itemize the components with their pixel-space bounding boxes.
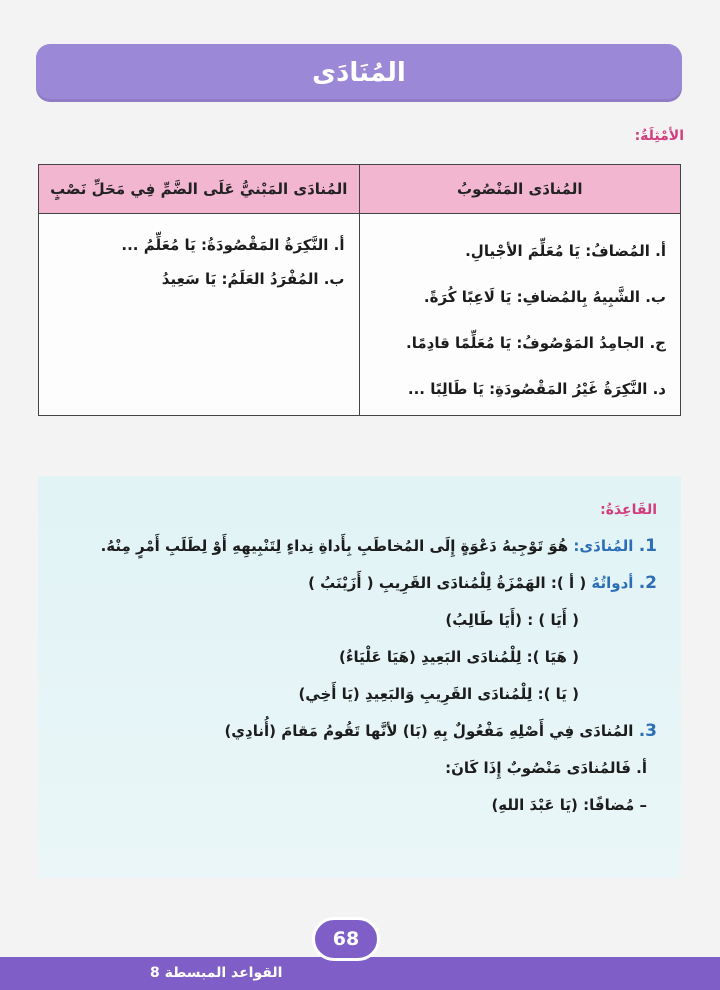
- rule-text: هُوَ تَوْجِيهُ دَعْوَةٍ إِلَى المُخاطَبِ بِأَداةِ نِداءٍ لِتَنْبِيهِهِ أَوْ لِطَلَبِ أَمْرٍ مِنْهُ.: [100, 537, 569, 555]
- footer-bar: [0, 957, 720, 990]
- page-number: 68: [312, 917, 380, 961]
- examples-table: [38, 164, 681, 416]
- rule-line-6: [58, 713, 657, 750]
- rule-line-4: ( هَيَا ): لِلْمُنادَى البَعِيدِ (هَيَا عَلْيَاءُ): [338, 648, 579, 666]
- rule-box: [38, 476, 681, 878]
- rule-number: 3.: [638, 721, 657, 741]
- list-item: ب. المُفْرَدُ العَلَمُ: يَا سَعِيدُ: [161, 270, 345, 288]
- book-title: القواعد المبسطة 8: [150, 965, 283, 981]
- rule-term: المُنادَى:: [573, 537, 634, 555]
- list-item: ج. الجامِدُ المَوْصُوفُ: يَا مُعَلِّمًا قادِمًا.: [406, 334, 666, 352]
- rule-line-3: ( أَيَا ) : (أَيَا طَالِبُ): [445, 611, 579, 629]
- list-item: أ. المُضافُ: يَا مُعَلِّمَ الأجْيالِ.: [465, 242, 666, 260]
- rule-line-5: ( يَا ): لِلْمُنادَى القَرِيبِ وَالبَعِيدِ (يَا أَخِي): [298, 685, 579, 703]
- rule-text: المُنادَى فِي أَصْلِهِ مَفْعُولٌ بِهِ (بَا) لأنَّها تَقُومُ مَقامَ (أُنادِي): [224, 722, 634, 740]
- built-on-damma-header: المُنادَى المَبْنيُّ عَلَى الضَّمِّ فِي مَحَلِّ نَصْبٍ: [39, 165, 359, 214]
- list-item: د. النَّكِرَةُ غَيْرُ المَقْصُودَةِ: يَا طَالِبًا ...: [407, 380, 666, 398]
- examples-label: الأمْثِلَةُ:: [634, 128, 684, 144]
- rule-line-7: أ. فَالمُنادَى مَنْصُوبٌ إِذَا كَانَ:: [445, 759, 647, 777]
- rule-number: 2.: [638, 573, 657, 593]
- built-on-damma-column: [39, 165, 360, 415]
- page-title: المُنَادَى: [312, 58, 406, 88]
- rule-text: ( أ ): الهَمْزَةُ لِلْمُنادَى القَرِيبِ ( أَزَيْنَبُ ): [308, 574, 587, 592]
- rule-number: 1.: [638, 536, 657, 556]
- title-bar: [36, 44, 682, 102]
- accusative-list: [360, 214, 681, 412]
- built-on-damma-list: [39, 214, 359, 296]
- list-item: أ. النَّكِرَةُ المَقْصُودَةُ: يَا مُعَلِّمُ ...: [121, 236, 345, 254]
- rule-label: القَاعِدَةُ:: [600, 502, 657, 518]
- accusative-header: المُنادَى المَنْصُوبُ: [360, 165, 681, 214]
- accusative-column: [360, 165, 681, 415]
- list-item: ب. الشَّبِيهُ بِالمُضافِ: يَا لَاعِبًا كُرَةً.: [423, 288, 666, 306]
- rule-term: أدواتُهُ: [591, 574, 634, 592]
- rule-line-2: [58, 565, 657, 602]
- rule-line-8: – مُضافًا: (يَا عَبْدَ اللهِ): [491, 796, 647, 814]
- rule-line-1: [58, 528, 657, 565]
